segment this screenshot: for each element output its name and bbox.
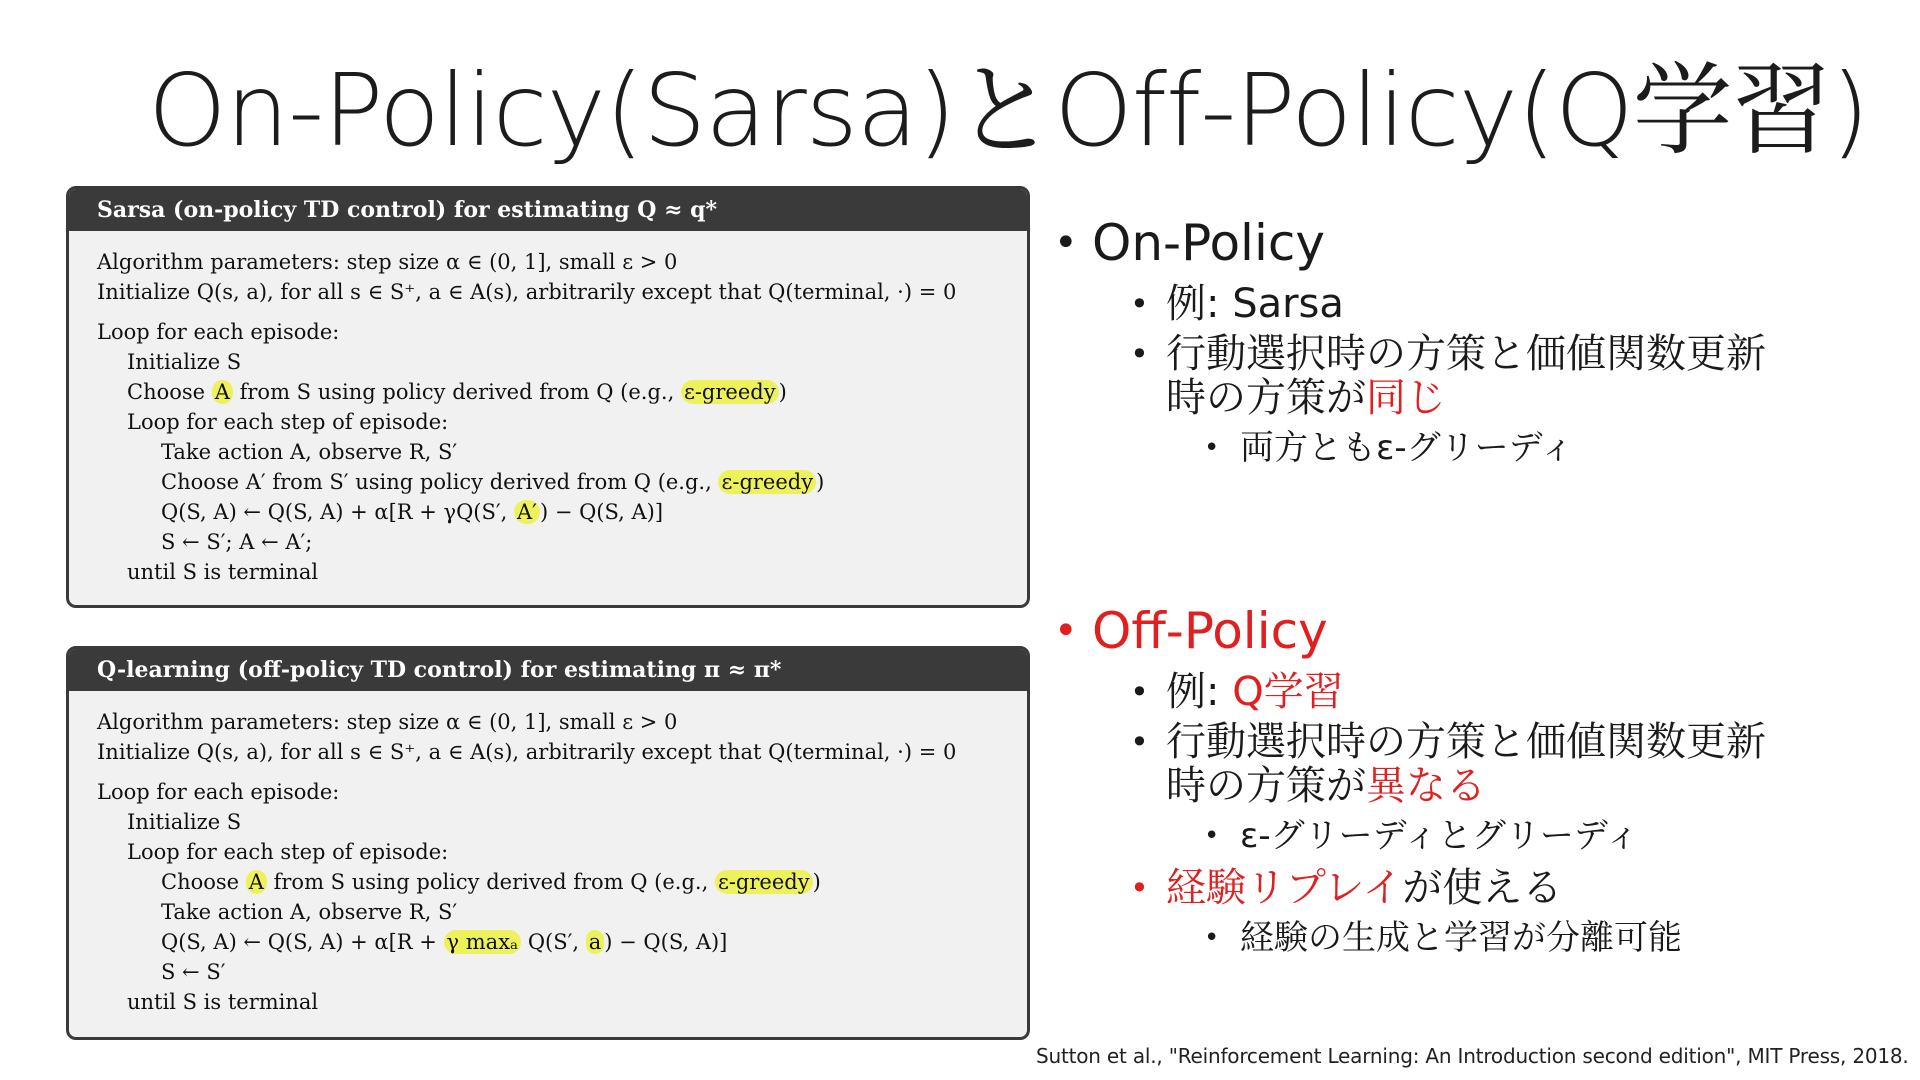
algo-line: Choose A from S using policy derived from Q (e.g., ε-greedy ) — [161, 870, 821, 894]
algo-line: Initialize Q(s, a), for all s ∈ S⁺, a ∈ A(s), arbitrarily except that Q(terminal, ·) = 0 — [97, 740, 957, 764]
algo-line: Q(S, A) ← Q(S, A) + α[R + γ maxₐ Q(S′, a ) − Q(S, A)] — [161, 930, 728, 954]
bullet-dot-icon: • — [1130, 335, 1149, 373]
bullet-dot-icon: • — [1130, 673, 1149, 711]
bullet-dot-icon: • — [1130, 869, 1149, 907]
algo-line: until S is terminal — [127, 560, 319, 584]
algo-line: Loop for each step of episode: — [127, 840, 449, 864]
algo-line: Take action A, observe R, S′ — [161, 900, 458, 924]
highlight: ε-greedy — [715, 870, 813, 894]
algo-line: Algorithm parameters: step size α ∈ (0, 1], small ε > 0 — [97, 250, 678, 274]
algo-line: Loop for each episode: — [97, 780, 340, 804]
bullet-on-sub: • 両方ともε-グリーディ — [1054, 424, 1904, 472]
sarsa-body — [69, 231, 1027, 587]
algo-line: Initialize S — [127, 810, 242, 834]
highlight: a — [586, 930, 605, 954]
bullet-dot-icon: • — [1130, 723, 1149, 761]
qlearning-body — [69, 691, 1027, 1017]
bullet-off-sub1: • ε-グリーディとグリーディ — [1054, 812, 1904, 860]
bullet-on-policy: • On-Policy — [1054, 210, 1904, 276]
highlight: ε-greedy — [718, 470, 816, 494]
algo-line: Initialize S — [127, 350, 242, 374]
bullet-on-description: • 行動選択時の方策と価値関数更新 時の方策が同じ — [1130, 331, 1766, 421]
highlight: A — [246, 870, 267, 894]
bullet-off-policy: • Off-Policy — [1054, 598, 1904, 664]
algo-line: Choose A′ from S′ using policy derived from Q (e.g., ε-greedy ) — [161, 470, 825, 494]
highlight: A′ — [514, 500, 540, 524]
bullet-off-description: • 行動選択時の方策と価値関数更新 時の方策が異なる — [1130, 719, 1766, 809]
highlight: ε-greedy — [681, 380, 779, 404]
bullet-dot-icon: • — [1204, 923, 1220, 953]
slide-title: On-Policy(Sarsa)とOff-Policy(Q学習) — [148, 52, 1869, 169]
bullet-on-example: • 例: Sarsa — [1130, 281, 1344, 327]
bullet-dot-icon: • — [1054, 608, 1078, 654]
bullet-off-sub2: • 経験の生成と学習が分離可能 — [1054, 914, 1904, 962]
qlearning-header: Q-learning (off-policy TD control) for estimating π ≈ π* — [69, 649, 1027, 691]
algo-line: Initialize Q(s, a), for all s ∈ S⁺, a ∈ A(s), arbitrarily except that Q(terminal, ·) = 0 — [97, 280, 957, 304]
highlight: γ maxₐ — [444, 930, 522, 954]
algo-line: Loop for each episode: — [97, 320, 340, 344]
algo-line: S ← S′; A ← A′; — [161, 530, 313, 554]
citation: Sutton et al., "Reinforcement Learning: An Introduction second edition", MIT Press, 2018. — [1036, 1044, 1909, 1068]
algo-line: Choose A from S using policy derived from Q (e.g., ε-greedy ) — [127, 380, 787, 404]
algo-line: S ← S′ — [161, 960, 226, 984]
algo-line: Algorithm parameters: step size α ∈ (0, 1], small ε > 0 — [97, 710, 678, 734]
bullet-replay: • 経験リプレイが使える — [1130, 865, 1563, 911]
algo-line: Take action A, observe R, S′ — [161, 440, 458, 464]
algo-line: until S is terminal — [127, 990, 319, 1014]
bullet-dot-icon: • — [1054, 220, 1078, 266]
algo-line: Loop for each step of episode: — [127, 410, 449, 434]
bullet-off-example: • 例: Q学習 — [1130, 669, 1344, 715]
bullet-list — [1054, 210, 1904, 962]
qlearning-algorithm-box — [66, 646, 1030, 1040]
sarsa-header: Sarsa (on-policy TD control) for estimating Q ≈ q* — [69, 189, 1027, 231]
highlight: A — [212, 380, 233, 404]
bullet-dot-icon: • — [1204, 433, 1220, 463]
bullet-dot-icon: • — [1130, 285, 1149, 323]
bullet-dot-icon: • — [1204, 821, 1220, 851]
algo-line: Q(S, A) ← Q(S, A) + α[R + γQ(S′, A′ ) − Q(S, A)] — [161, 500, 664, 524]
sarsa-algorithm-box — [66, 186, 1030, 608]
